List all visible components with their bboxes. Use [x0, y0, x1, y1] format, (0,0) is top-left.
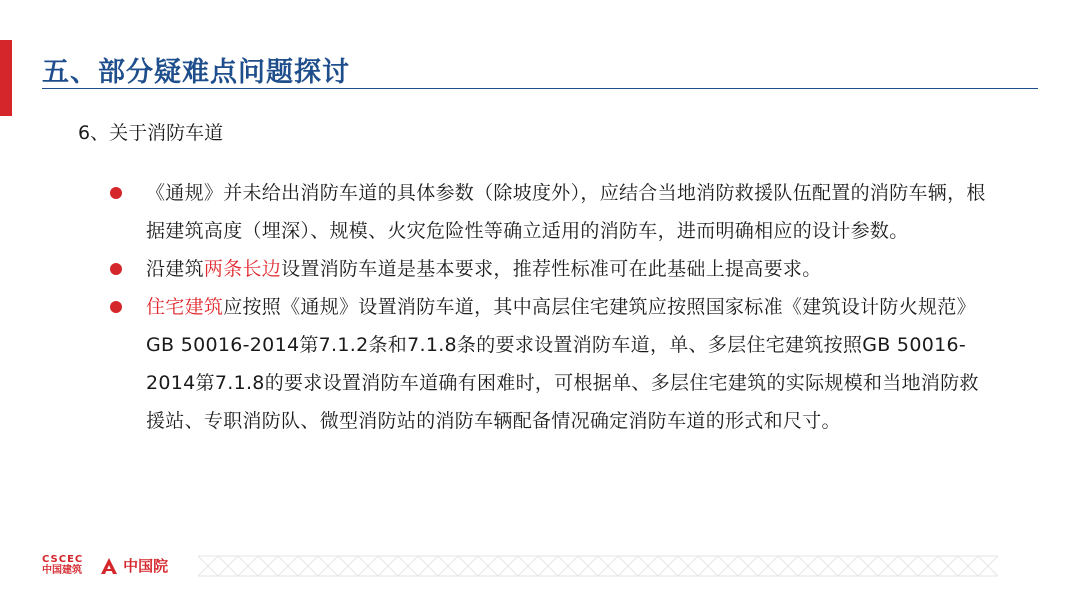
bullet-item-2: [100, 250, 990, 288]
accent-bar: [0, 40, 12, 116]
cscec-logo: [42, 554, 90, 578]
bullet-item-3: [100, 288, 990, 440]
bullet-2-highlight: 两条长边: [203, 258, 282, 280]
title-divider: [42, 88, 1038, 89]
bullet-3-highlight: 住宅建筑: [146, 296, 224, 318]
bullet-dot-icon: [110, 187, 122, 199]
page-title: 五、部分疑难点问题探讨: [42, 57, 350, 88]
bullet-list: [100, 174, 990, 440]
cscec-logo-text: 中国建筑: [42, 565, 82, 576]
decorative-pattern: [198, 552, 998, 580]
bullet-3-text: 应按照《通规》设置消防车道，其中高层住宅建筑应按照国家标准《建筑设计防火规范》GB 50016-2014第7.1.2条和7.1.8条的要求设置消防车道，单、多层住宅建筑按照GB 50016-2014第7.1.8的要求设置消防车道确有困难时，可根据单、多层住宅建筑的实际规模和当地消防救援站、专职消防队、微型消防站的消防车辆配备情况确定消防车道的形式和尺寸。: [146, 296, 979, 432]
section-subtitle: 6、关于消防车道: [78, 122, 224, 144]
cadg-logo-text: 中国院: [123, 557, 169, 575]
bullet-2-text-b: 设置消防车道是基本要求，推荐性标准可在此基础上提高要求。: [281, 258, 822, 280]
triangle-logo-icon: [100, 557, 118, 575]
bullet-1-text: 《通规》并未给出消防车道的具体参数（除坡度外），应结合当地消防救援队伍配置的消防车辆，根据建筑高度（埋深）、规模、火灾危险性等确立适用的消防车，进而明确相应的设计参数。: [146, 182, 986, 242]
cadg-logo: [100, 555, 168, 577]
bullet-dot-icon: [110, 301, 122, 313]
cscec-logo-mark: CSCEC: [42, 554, 84, 565]
bullet-dot-icon: [110, 263, 122, 275]
bullet-2-text-a: 沿建筑: [146, 258, 204, 280]
footer: [42, 552, 1002, 582]
bullet-item-1: [100, 174, 990, 250]
